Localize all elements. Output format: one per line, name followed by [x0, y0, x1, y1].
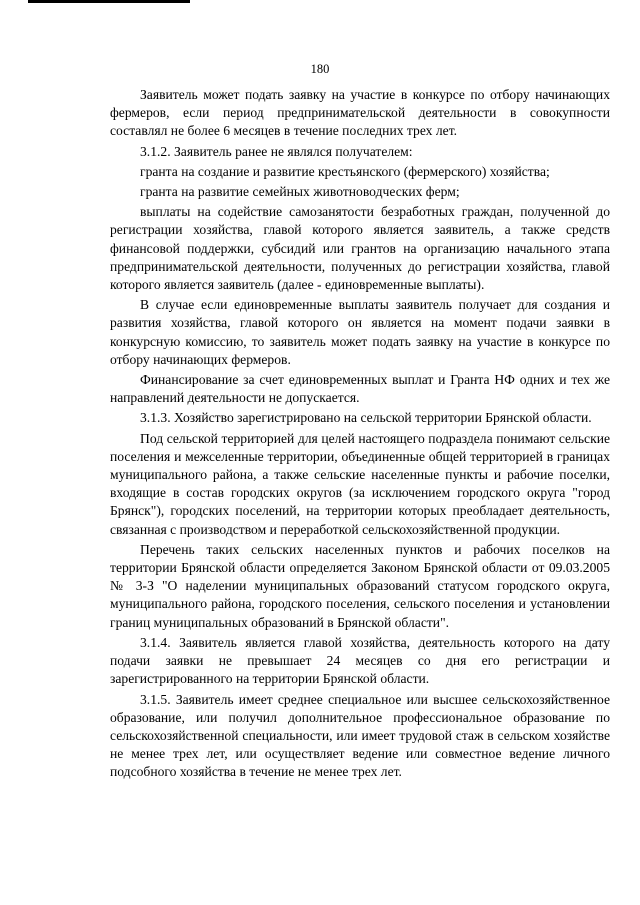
top-border-line	[28, 0, 190, 3]
list-item-grant-farm: гранта на создание и развитие крестьянского (фермерского) хозяйства;	[140, 163, 550, 179]
section-3-1-2-heading: 3.1.2. Заявитель ранее не являлся получателем:	[140, 143, 413, 159]
section-3-1-3: 3.1.3. Хозяйство зарегистрировано на сельской территории Брянской области.	[140, 410, 592, 426]
section-3-1-5: 3.1.5. Заявитель имеет среднее специальное или высшее сельскохозяйственное образование, или получил дополнительное профессиональное образование по сельскохозяйственной специальности, или имеет трудовой стаж в сельском хозяйстве не менее трех лет, или осуществляет ведение или совместное ведение личного подсобного хозяйства в течение не менее трех лет.	[110, 691, 610, 780]
list-item-grant-livestock: гранта на развитие семейных животноводческих ферм;	[140, 184, 460, 200]
paragraph-settlement-list-law: Перечень таких сельских населенных пунктов и рабочих поселков на территории Брянской области определяется Законом Брянской области от 09.03.2005 № 3-З "О наделении муниципальных образований статусом городского округа, муниципального района, городского поселения, сельского поселения и установлении границ муниципальных образований в Брянской области".	[110, 541, 610, 630]
list-item-self-employment-payments: выплаты на содействие самозанятости безработных граждан, полученной до регистрации хозяйства, главой которого является заявитель, а также средств финансовой поддержки, субсидий или грантов на организацию начального этапа предпринимательской деятельности, полученных до регистрации хозяйства, главой которого является заявитель (далее - единовременные выплаты).	[110, 204, 610, 293]
paragraph-applicant-condition: Заявитель может подать заявку на участие в конкурсе по отбору начинающих фермеров, если период предпринимательской деятельности в совокупности составлял не более 6 месяцев в течение последних трех лет.	[110, 87, 610, 139]
paragraph-financing-restriction: Финансирование за счет единовременных выплат и Гранта НФ одних и тех же направлений деятельности не допускается.	[110, 372, 610, 406]
paragraph-one-time-payments: В случае если единовременные выплаты заявитель получает для создания и развития хозяйства, главой которого он является на момент подачи заявки в конкурсную комиссию, то заявитель может подать заявку на участие в конкурсе по отбору начинающих фермеров.	[110, 297, 610, 367]
section-3-1-4: 3.1.4. Заявитель является главой хозяйства, деятельность которого на дату подачи заявки не превышает 24 месяцев со дня его регистрации и зарегистрированного на территории Брянской области.	[110, 634, 610, 687]
document-body	[110, 86, 610, 784]
paragraph-rural-territory-definition: Под сельской территорией для целей настоящего подраздела понимают сельские поселения и межселенные территории, объединенные общей территорией в границах муниципального района, а также сельские населенные пункты и рабочие поселки, входящие в состав городских округов (за исключением городского округа "город Брянск"), городских поселений, на территории которых преобладает деятельность, связанная с производством и переработкой сельскохозяйственной продукции.	[110, 430, 610, 537]
page-number: 180	[310, 62, 330, 76]
